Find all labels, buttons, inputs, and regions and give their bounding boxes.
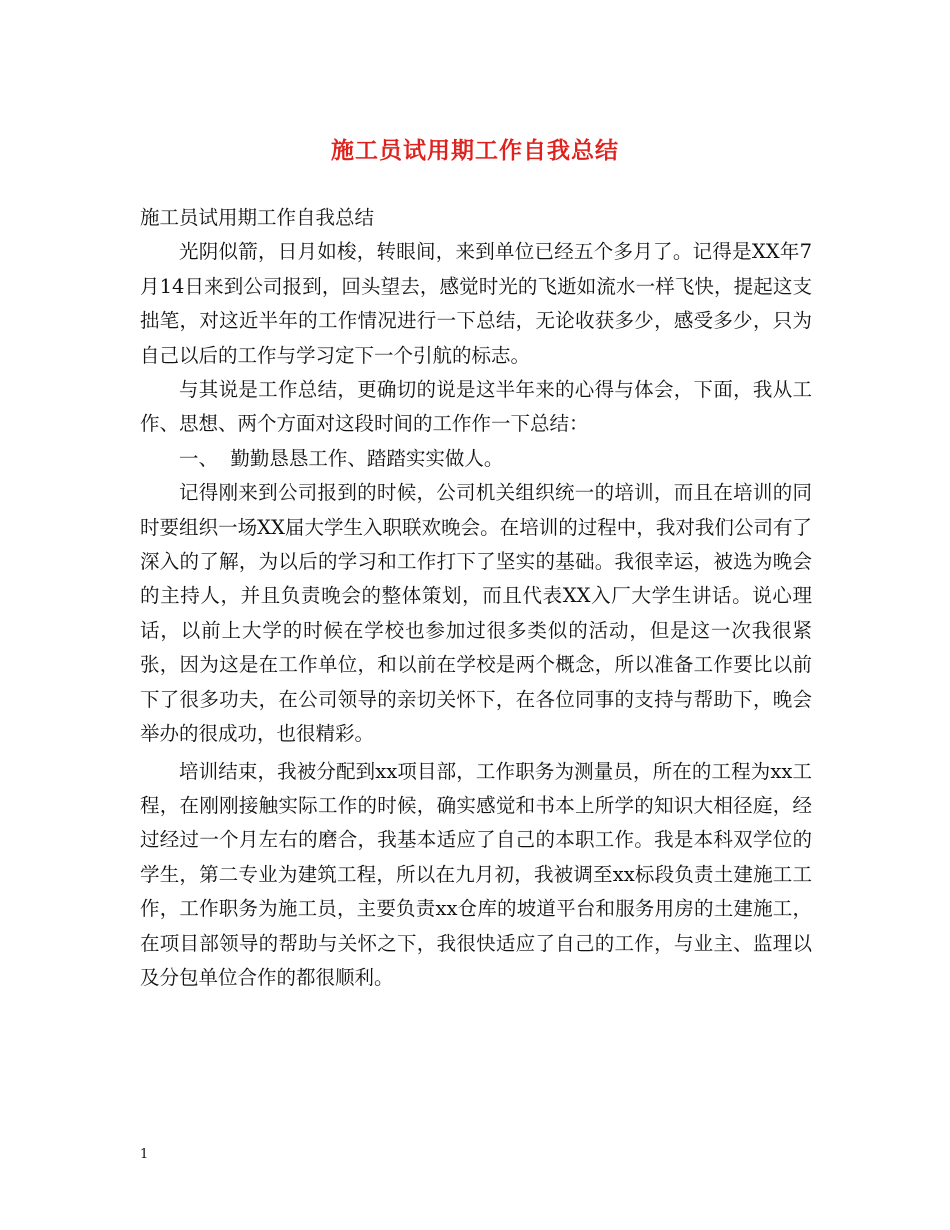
page-number: 1 — [140, 1147, 149, 1162]
paragraph-4: 培训结束，我被分配到xx项目部，工作职务为测量员，所在的工程为xx工程，在刚刚接触实际工作的时候，确实感觉和书本上所学的知识大相径庭，经过经过一个月左右的磨合，我基本适应了自己的本职工作。我是本科双学位的学生，第二专业为建筑工程，所以在九月初，我被调至xx标段负责土建施工工作，工作职务为施工员，主要负责xx仓库的坡道平台和服务用房的土建施工，在项目部领导的帮助与关怀之下，我很快适应了自己的工作，与业主、监理以及分包单位合作的都很顺利。 — [140, 759, 812, 989]
paragraph-2: 与其说是工作总结，更确切的说是这半年来的心得与体会，下面，我从工作、思想、两个方面对这段时间的工作作一下总结： — [140, 378, 812, 436]
document-title: 施工员试用期工作自我总结 — [331, 137, 619, 164]
document-body — [140, 201, 812, 995]
section-heading-1: 一、 勤勤恳恳工作、踏踏实实做人。 — [179, 446, 504, 470]
paragraph-1: 光阴似箭，日月如梭，转眼间，来到单位已经五个多月了。记得是XX年7月14日来到公司报到，回头望去，感觉时光的飞逝如流水一样飞快，提起这支拙笔，对这近半年的工作情况进行一下总结，无论收获多少，感受多少，只为自己以后的工作与学习定下一个引航的标志。 — [140, 240, 812, 367]
document-subtitle: 施工员试用期工作自我总结 — [140, 206, 375, 229]
paragraph-3: 记得刚来到公司报到的时候，公司机关组织统一的培训，而且在培训的同时要组织一场XX届大学生入职联欢晚会。在培训的过程中，我对我们公司有了深入的了解，为以后的学习和工作打下了坚实的基础。我很幸运，被选为晚会的主持人，并且负责晚会的整体策划，而且代表XX入厂大学生讲话。说心理话，以前上大学的时候在学校也参加过很多类似的活动，但是这一次我很紧张，因为这是在工作单位，和以前在学校是两个概念，所以准备工作要比以前下了很多功夫，在公司领导的亲切关怀下，在各位同事的支持与帮助下，晚会举办的很成功，也很精彩。 — [140, 481, 812, 746]
